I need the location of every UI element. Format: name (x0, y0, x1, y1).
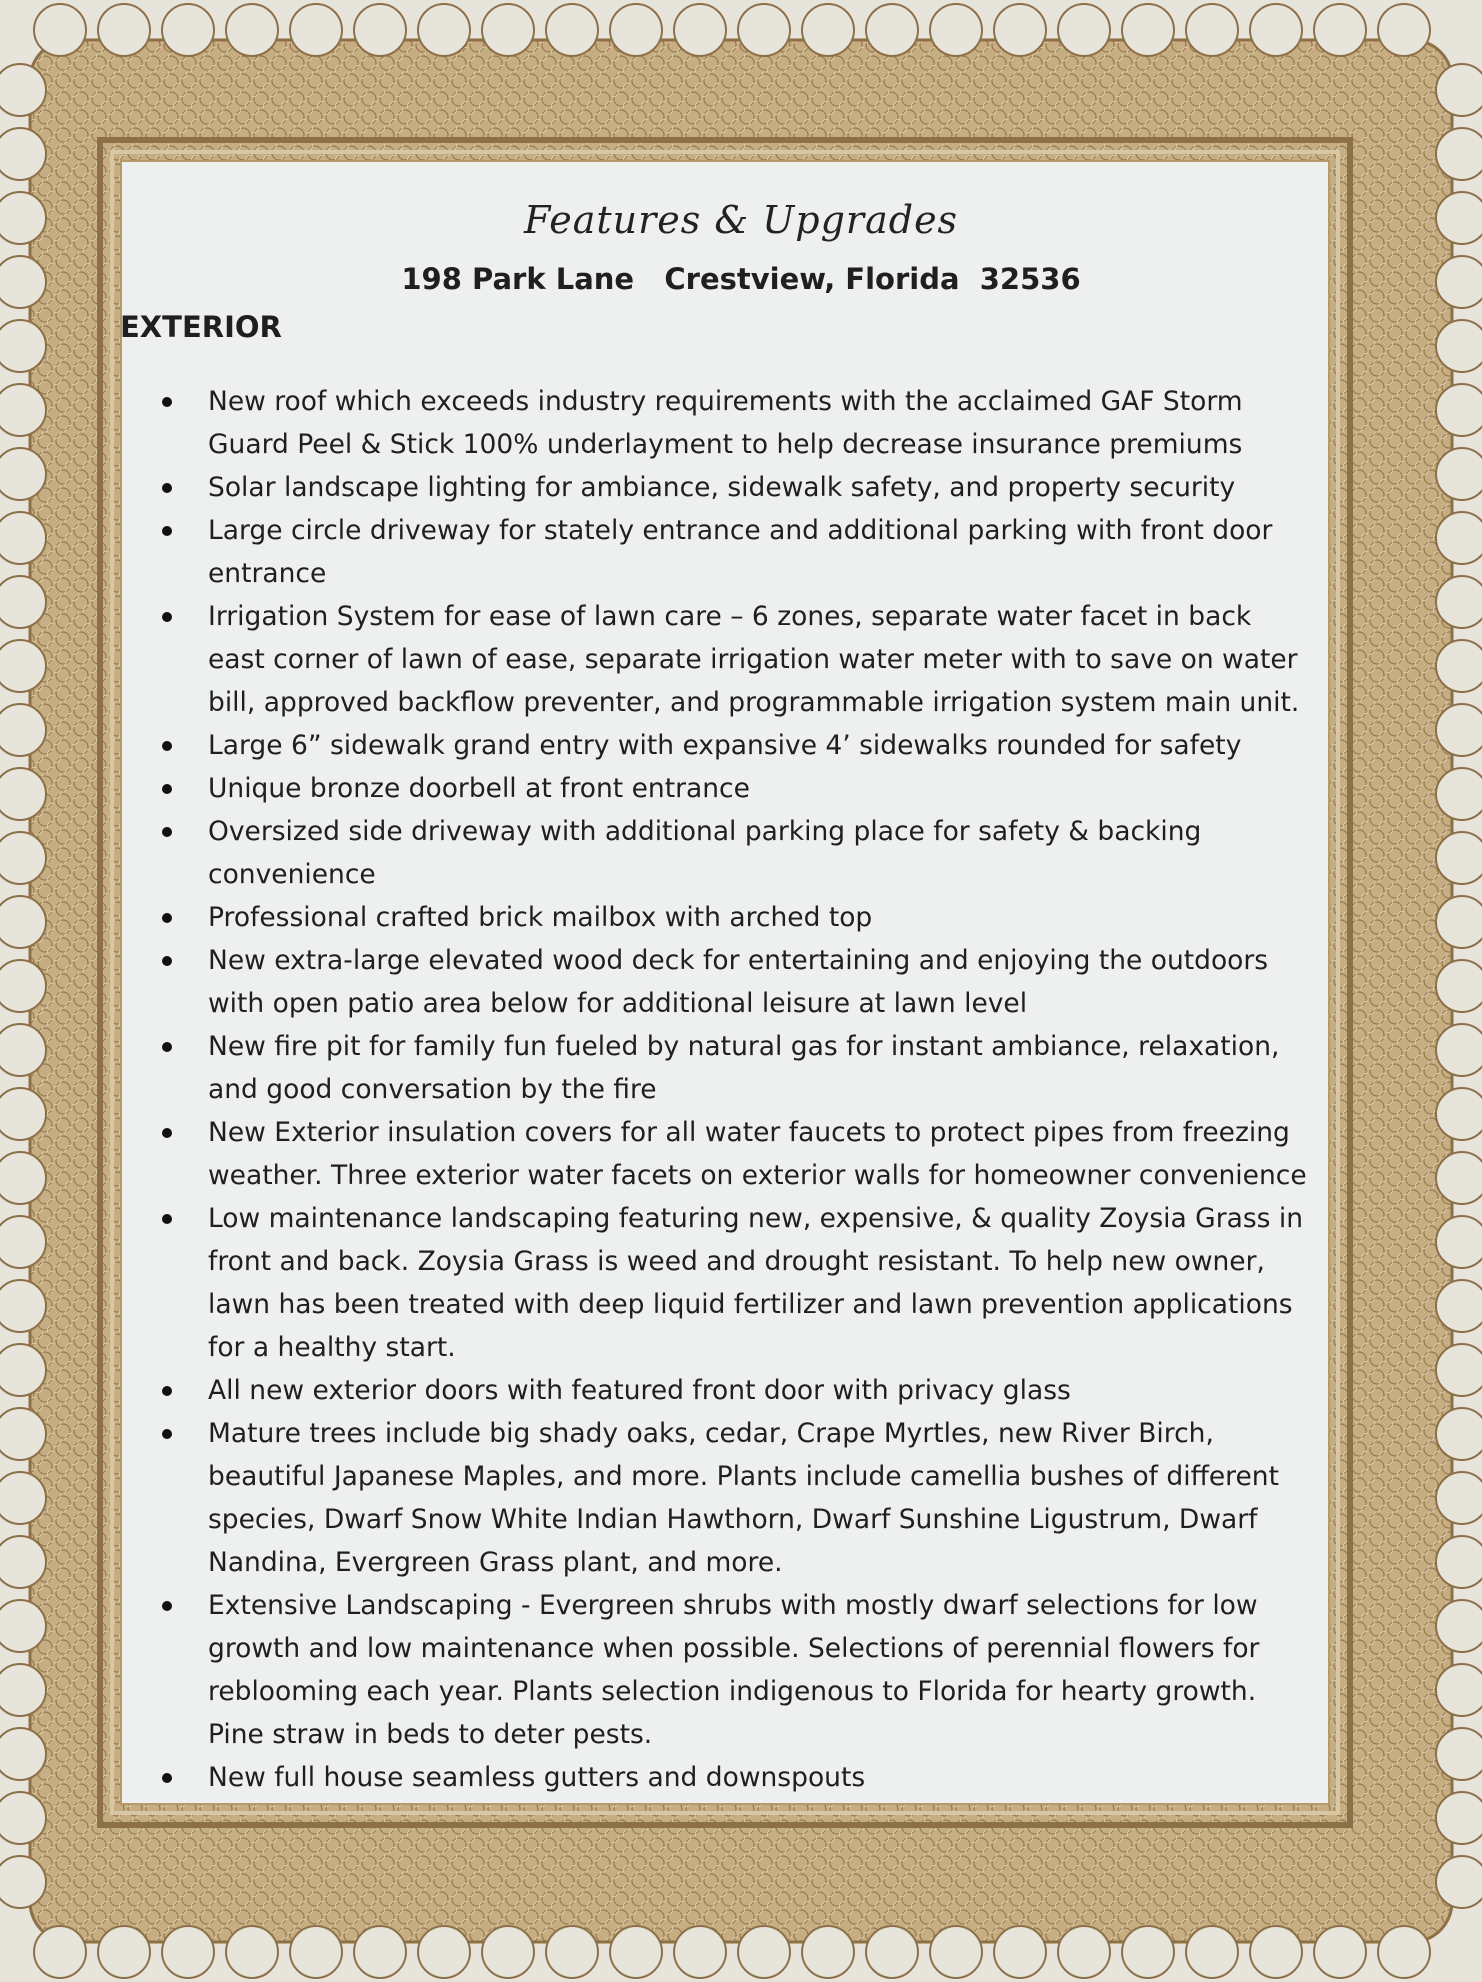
feature-list-item (160, 939, 1310, 1025)
border-scallop (1378, 1926, 1430, 1978)
feature-list-item (160, 1369, 1310, 1412)
border-scallop (674, 1926, 726, 1978)
border-scallop (1122, 1926, 1174, 1978)
border-scallop (802, 1926, 854, 1978)
border-scallop (0, 64, 46, 116)
border-scallop (1436, 1024, 1482, 1076)
border-scallop (930, 1926, 982, 1978)
border-scallop (1436, 1280, 1482, 1332)
border-scallop (1436, 512, 1482, 564)
border-scallop (0, 832, 46, 884)
border-scallop (1314, 4, 1366, 56)
bullet-icon (162, 612, 172, 622)
feature-text: New extra-large elevated wood deck for entertaining and enjoying the outdoors with open patio area below for additional leisure at lawn level (208, 945, 1269, 1019)
border-scallop (1436, 128, 1482, 180)
bullet-icon (162, 1386, 172, 1396)
border-scallop (0, 640, 46, 692)
border-scallop (482, 4, 534, 56)
border-scallop (610, 1926, 662, 1978)
border-scallop (354, 4, 406, 56)
border-scallop (674, 4, 726, 56)
border-scallop (0, 1344, 46, 1396)
bullet-icon (162, 483, 172, 493)
border-scallop (0, 1536, 46, 1588)
feature-list (160, 380, 1310, 1799)
border-scallop (226, 1926, 278, 1978)
bullet-icon (162, 827, 172, 837)
section-heading: EXTERIOR (120, 310, 282, 344)
border-scallop (1122, 4, 1174, 56)
bullet-icon (162, 1429, 172, 1439)
border-scallop (0, 1856, 46, 1908)
border-scallop (1250, 1926, 1302, 1978)
border-scallop (1314, 1926, 1366, 1978)
border-scallop (0, 512, 46, 564)
feature-text: Mature trees include big shady oaks, cedar, Crape Myrtles, new River Birch, beautiful Japanese Maples, and more. Plants include camellia bushes of different species, Dwarf Snow White Indian Hawthorn, Dwarf Sunshine Ligustrum, Dwarf Nandina, Evergreen Grass plant, and more. (208, 1418, 1279, 1578)
border-scallop (0, 1728, 46, 1780)
border-scallop (0, 1152, 46, 1204)
border-scallop (1436, 320, 1482, 372)
feature-list-item (160, 509, 1310, 595)
border-scallop (610, 4, 662, 56)
border-scallop (1436, 768, 1482, 820)
border-scallop (0, 704, 46, 756)
border-scallop (354, 1926, 406, 1978)
border-scallop (1186, 4, 1238, 56)
border-scallop (866, 1926, 918, 1978)
border-scallop (1058, 1926, 1110, 1978)
border-scallop (162, 1926, 214, 1978)
border-scallop (546, 1926, 598, 1978)
bullet-icon (162, 1773, 172, 1783)
feature-text: New Exterior insulation covers for all water faucets to protect pipes from freezing weather. Three exterior water facets on exterior walls for homeowner convenience (208, 1117, 1307, 1191)
border-scallop (1436, 832, 1482, 884)
feature-text: New full house seamless gutters and downspouts (208, 1762, 866, 1793)
border-scallop (1436, 1408, 1482, 1460)
border-scallop (1436, 384, 1482, 436)
feature-list-item (160, 767, 1310, 810)
border-scallop (0, 896, 46, 948)
border-scallop (1436, 960, 1482, 1012)
border-scallop (1436, 64, 1482, 116)
border-scallop (1436, 1728, 1482, 1780)
border-scallop (0, 384, 46, 436)
border-scallop (0, 1792, 46, 1844)
border-scallop (1378, 4, 1430, 56)
border-scallop (1436, 448, 1482, 500)
bullet-icon (162, 784, 172, 794)
border-scallop (546, 4, 598, 56)
border-scallop (1186, 1926, 1238, 1978)
border-scallop (0, 768, 46, 820)
feature-text: Solar landscape lighting for ambiance, sidewalk safety, and property security (208, 472, 1236, 503)
feature-text: Large 6” sidewalk grand entry with expansive 4’ sidewalks rounded for safety (208, 730, 1242, 761)
bullet-icon (162, 913, 172, 923)
feature-list-item (160, 1584, 1310, 1756)
bullet-icon (162, 1214, 172, 1224)
border-scallop (1436, 1600, 1482, 1652)
border-scallop (994, 1926, 1046, 1978)
border-scallop (1250, 4, 1302, 56)
feature-list-item (160, 1025, 1310, 1111)
border-scallop (0, 320, 46, 372)
border-scallop (1436, 1344, 1482, 1396)
border-scallop (866, 4, 918, 56)
feature-text: Unique bronze doorbell at front entrance (208, 773, 750, 804)
border-scallop (0, 1216, 46, 1268)
border-scallop (98, 1926, 150, 1978)
border-scallop (482, 1926, 534, 1978)
border-scallop (1436, 896, 1482, 948)
bullet-icon (162, 956, 172, 966)
feature-text: Oversized side driveway with additional parking place for safety & backing convenience (208, 816, 1202, 890)
border-scallop (0, 1088, 46, 1140)
feature-list-item (160, 896, 1310, 939)
border-scallop (0, 1280, 46, 1332)
border-scallop (0, 128, 46, 180)
feature-list-item (160, 466, 1310, 509)
feature-list-item (160, 1756, 1310, 1799)
border-scallop (1058, 4, 1110, 56)
border-scallop (738, 1926, 790, 1978)
border-scallop (1436, 1472, 1482, 1524)
border-scallop (418, 4, 470, 56)
border-scallop (0, 1408, 46, 1460)
border-scallop (1436, 1792, 1482, 1844)
border-scallop (0, 1024, 46, 1076)
feature-text: New roof which exceeds industry requirements with the acclaimed GAF Storm Guard Peel & Stick 100% underlayment to help decrease insurance premiums (208, 386, 1243, 460)
bullet-icon (162, 1128, 172, 1138)
border-scallop (34, 1926, 86, 1978)
border-scallop (1436, 1152, 1482, 1204)
bullet-icon (162, 1042, 172, 1052)
border-scallop (290, 1926, 342, 1978)
feature-text: Extensive Landscaping - Evergreen shrubs with mostly dwarf selections for low growth and low maintenance when possible. Selections of perennial flowers for reblooming each year. Plants selection indigenous to Florida for hearty growth. Pine straw in beds to deter pests. (208, 1590, 1260, 1750)
border-scallop (0, 1600, 46, 1652)
border-scallop (930, 4, 982, 56)
feature-text: Low maintenance landscaping featuring new, expensive, & quality Zoysia Grass in front and back. Zoysia Grass is weed and drought resistant. To help new owner, lawn has been treated with deep liquid fertilizer and lawn prevention applications for a healthy start. (208, 1203, 1304, 1363)
feature-list-item (160, 380, 1310, 466)
border-scallop (226, 4, 278, 56)
border-scallop (1436, 576, 1482, 628)
feature-list-item (160, 595, 1310, 724)
feature-text: Professional crafted brick mailbox with arched top (208, 902, 873, 933)
border-scallop (0, 960, 46, 1012)
border-scallop (802, 4, 854, 56)
border-scallop (0, 576, 46, 628)
border-scallop (34, 4, 86, 56)
border-scallop (0, 1472, 46, 1524)
border-scallop (1436, 1856, 1482, 1908)
feature-list-item (160, 1197, 1310, 1369)
border-scallop (1436, 1536, 1482, 1588)
border-scallop (994, 4, 1046, 56)
border-scallop (418, 1926, 470, 1978)
feature-text: All new exterior doors with featured front door with privacy glass (208, 1375, 1071, 1406)
feature-list-item (160, 810, 1310, 896)
feature-text: Large circle driveway for stately entrance and additional parking with front door entrance (208, 515, 1273, 589)
feature-list-item (160, 1111, 1310, 1197)
border-scallop (0, 1664, 46, 1716)
feature-text: Irrigation System for ease of lawn care – 6 zones, separate water facet in back east corner of lawn of ease, separate irrigation water meter with to save on water bill, approved backflow preventer, and programmable irrigation system main unit. (208, 601, 1300, 718)
bullet-icon (162, 741, 172, 751)
border-scallop (1436, 704, 1482, 756)
border-scallop (1436, 640, 1482, 692)
feature-text: New fire pit for family fun fueled by natural gas for instant ambiance, relaxation, and good conversation by the fire (208, 1031, 1280, 1105)
property-address: 198 Park Lane Crestview, Florida 32536 (401, 262, 1081, 296)
border-scallop (1436, 1664, 1482, 1716)
document-title: Features & Upgrades (523, 198, 959, 242)
border-scallop (0, 448, 46, 500)
feature-list-item (160, 724, 1310, 767)
border-scallop (162, 4, 214, 56)
border-scallop (290, 4, 342, 56)
border-scallop (738, 4, 790, 56)
bullet-icon (162, 397, 172, 407)
bullet-icon (162, 1601, 172, 1611)
border-scallop (98, 4, 150, 56)
border-scallop (1436, 1216, 1482, 1268)
border-scallop (1436, 1088, 1482, 1140)
bullet-icon (162, 526, 172, 536)
feature-list-item (160, 1412, 1310, 1584)
